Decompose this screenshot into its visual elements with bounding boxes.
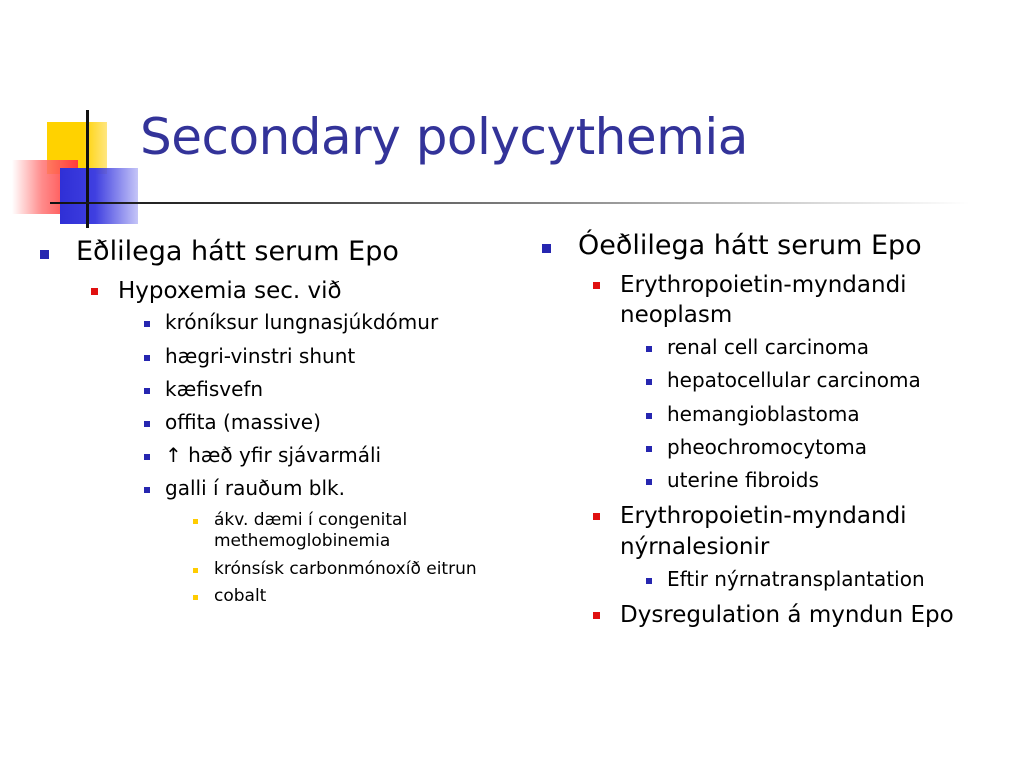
list-item-level3: kæfisvefn — [141, 377, 508, 402]
square-bullet-icon — [593, 513, 600, 520]
square-bullet-icon — [144, 355, 150, 361]
list-item-level3: ↑ hæð yfir sjávarmáli — [141, 443, 508, 468]
list-item-level4: krónsísk carbonmónoxíð eitrun — [190, 559, 508, 581]
list-item-level3: króníksur lungnasjúkdómur — [141, 310, 508, 335]
square-bullet-icon — [144, 487, 150, 493]
list-item-level1 — [38, 236, 508, 268]
square-bullet-icon — [646, 479, 652, 485]
list-item-level4: ákv. dæmi í congenital methemoglobinemia — [190, 510, 508, 553]
list-item-level3: galli í rauðum blk. — [141, 476, 508, 501]
square-bullet-icon — [646, 413, 652, 419]
square-bullet-icon — [144, 454, 150, 460]
decor-vertical-line — [86, 110, 89, 228]
slide-title: Secondary polycythemia — [140, 108, 748, 166]
list-item-level3: offita (massive) — [141, 410, 508, 435]
square-bullet-icon — [593, 282, 600, 289]
square-bullet-icon — [542, 244, 551, 253]
square-bullet-icon — [646, 346, 652, 352]
square-bullet-icon — [144, 321, 150, 327]
list-item-level3: uterine fibroids — [643, 468, 980, 493]
square-bullet-icon — [144, 388, 150, 394]
square-bullet-icon — [40, 250, 49, 259]
list-item-level1 — [540, 230, 980, 262]
right-heading: Óeðlilega hátt serum Epo — [578, 230, 922, 261]
decor-blue-square — [60, 168, 138, 224]
list-item-level3: hemangioblastoma — [643, 402, 980, 427]
list-item-level3: Eftir nýrnatransplantation — [643, 567, 980, 592]
list-item-level2 — [85, 276, 508, 307]
list-item-level2: Erythropoietin-myndandi neoplasm — [587, 270, 980, 332]
square-bullet-icon — [144, 421, 150, 427]
list-item-level3: hepatocellular carcinoma — [643, 368, 980, 393]
square-bullet-icon — [193, 519, 198, 524]
list-item-level3: renal cell carcinoma — [643, 335, 980, 360]
left-subheading: Hypoxemia sec. við — [118, 277, 342, 304]
square-bullet-icon — [646, 379, 652, 385]
square-bullet-icon — [646, 446, 652, 452]
left-heading: Eðlilega hátt serum Epo — [76, 236, 399, 267]
left-column — [38, 236, 508, 614]
list-item-level2: Erythropoietin-myndandi nýrnalesionir — [587, 501, 980, 563]
list-item-level4: cobalt — [190, 586, 508, 608]
square-bullet-icon — [193, 568, 198, 573]
square-bullet-icon — [646, 578, 652, 584]
square-bullet-icon — [91, 288, 98, 295]
list-item-level3: hægri-vinstri shunt — [141, 344, 508, 369]
title-underline — [50, 202, 970, 204]
right-column — [540, 230, 980, 635]
square-bullet-icon — [593, 612, 600, 619]
list-item-level3: pheochromocytoma — [643, 435, 980, 460]
square-bullet-icon — [193, 595, 198, 600]
list-item-level2: Dysregulation á myndun Epo — [587, 600, 980, 631]
